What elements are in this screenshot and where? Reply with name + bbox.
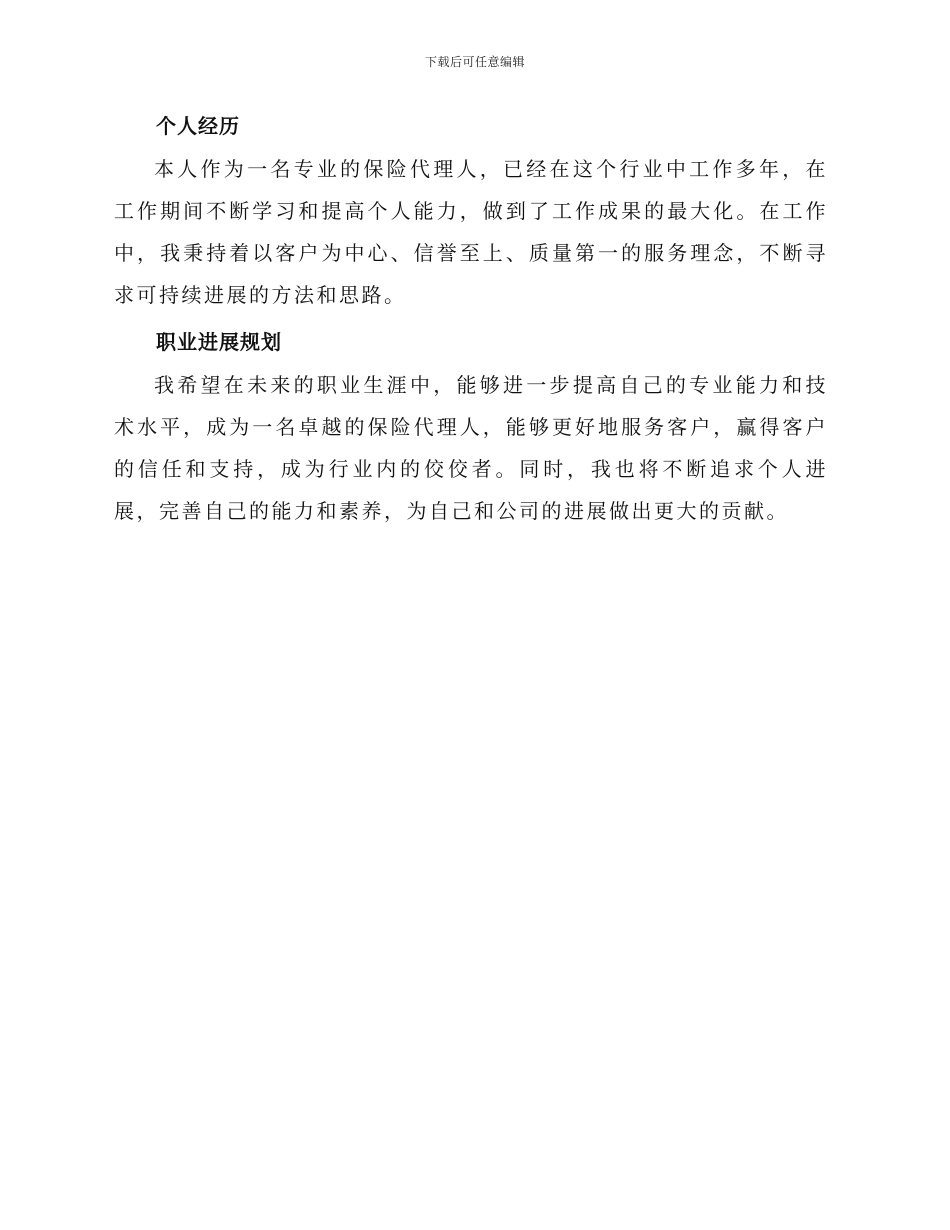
section-paragraph-personal-experience: 本人作为一名专业的保险代理人，已经在这个行业中工作多年，在工作期间不断学习和提高个人能力，做到了工作成果的最大化。在工作中，我秉持着以客户为中心、信誉至上、质量第一的服务理念，不断寻求可持续进展的方法和思路。 xyxy=(114,157,828,307)
section-paragraph-career-plan: 我希望在未来的职业生涯中，能够进一步提高自己的专业能力和技术水平，成为一名卓越的保险代理人，能够更好地服务客户，赢得客户的信任和支持，成为行业内的佼佼者。同时，我也将不断追求个人进展，完善自己的能力和素养，为自己和公司的进展做出更大的贡献。 xyxy=(114,373,828,523)
page-header: 下载后可任意编辑 xyxy=(424,55,525,69)
section-heading-career-plan: 职业进展规划 xyxy=(156,330,282,354)
section-heading-personal-experience: 个人经历 xyxy=(156,114,240,138)
document-body xyxy=(114,106,828,538)
